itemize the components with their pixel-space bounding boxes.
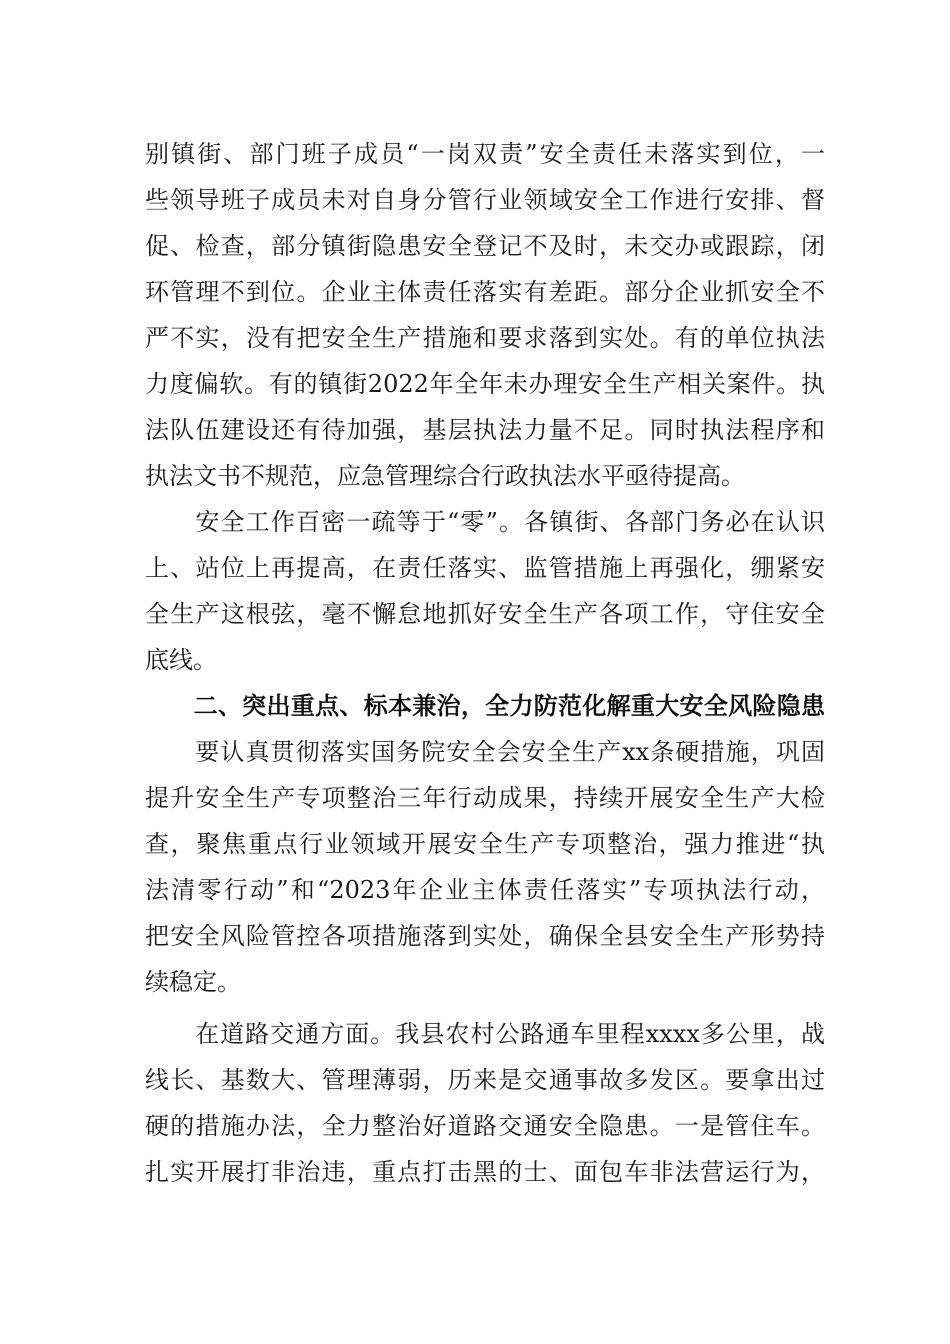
text-line: 促、检查，部分镇街隐患安全登记不及时，未交办或跟踪，闭	[145, 232, 825, 260]
text-line: 线长、基数大、管理薄弱，历来是交通事故多发区。要拿出过	[145, 1066, 825, 1094]
text-line: 环管理不到位。企业主体责任落实有差距。部分企业抓安全不	[145, 278, 825, 306]
text-line: 提升安全生产专项整治三年行动成果，持续开展安全生产大检	[145, 784, 825, 812]
text-line: 些领导班子成员未对自身分管行业领域安全工作进行安排、督	[145, 186, 825, 214]
text-line: 续稳定。	[145, 968, 241, 996]
text-line: 在道路交通方面。我县农村公路通车里程xxxx多公里，战	[145, 1020, 825, 1048]
text-line: 全生产这根弦，毫不懈怠地抓好安全生产各项工作，守住安全	[145, 600, 825, 628]
text-line: 法清零行动”和“2023年企业主体责任落实”专项执法行动，	[145, 876, 825, 904]
text-line: 查，聚焦重点行业领域开展安全生产专项整治，强力推进“执	[145, 830, 825, 858]
section-heading: 二、突出重点、标本兼治，全力防范化解重大安全风险隐患	[145, 692, 825, 720]
text-line: 执法文书不规范，应急管理综合行政执法水平亟待提高。	[145, 462, 745, 490]
text-line: 上、站位上再提高，在责任落实、监管措施上再强化，绷紧安	[145, 554, 825, 582]
text-line: 底线。	[145, 646, 217, 674]
text-line: 安全工作百密一疏等于“零”。各镇街、各部门务必在认识	[145, 508, 825, 536]
text-line: 严不实，没有把安全生产措施和要求落到实处。有的单位执法	[145, 324, 825, 352]
text-line: 别镇街、部门班子成员“一岗双责”安全责任未落实到位，一	[145, 140, 825, 168]
text-line: 扎实开展打非治违，重点打击黑的士、面包车非法营运行为，	[145, 1158, 825, 1186]
text-line: 硬的措施办法，全力整治好道路交通安全隐患。一是管住车。	[145, 1112, 825, 1140]
text-line: 力度偏软。有的镇街2022年全年未办理安全生产相关案件。执	[145, 370, 825, 398]
text-line: 法队伍建设还有待加强，基层执法力量不足。同时执法程序和	[145, 416, 825, 444]
text-line: 把安全风险管控各项措施落到实处，确保全县安全生产形势持	[145, 922, 825, 950]
text-line: 要认真贯彻落实国务院安全会安全生产xx条硬措施，巩固	[145, 738, 825, 766]
